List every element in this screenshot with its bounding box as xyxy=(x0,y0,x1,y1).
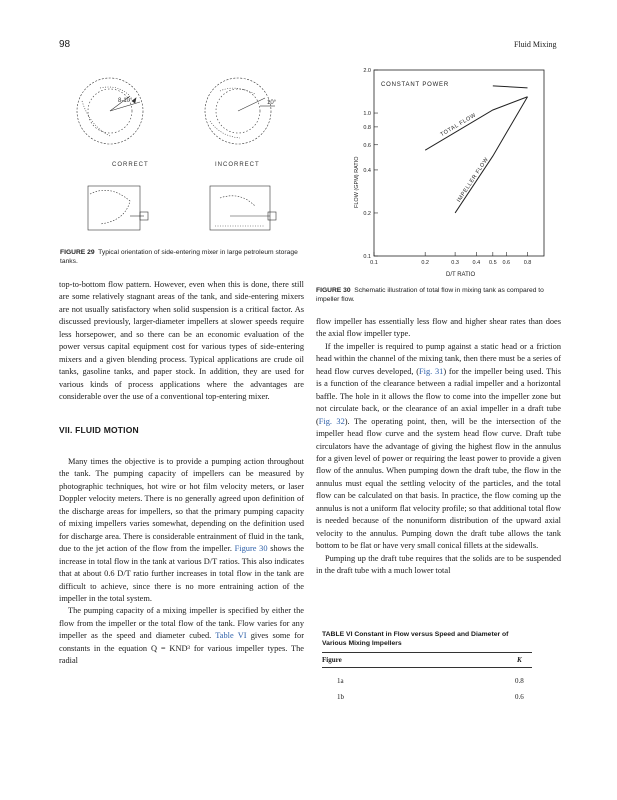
figure-29-drawing xyxy=(70,76,300,246)
annotation-constant-power: CONSTANT POWER xyxy=(381,82,449,88)
fig-31-link[interactable]: Fig. 31 xyxy=(419,366,444,376)
figure-30-caption-label: FIGURE 30 xyxy=(316,287,351,294)
table-cell-figure: 1b xyxy=(337,693,344,701)
x-tick-label: 0.4 xyxy=(472,260,481,266)
right-para-2-text-a: If the impeller is required to pump against a static head or a friction head within the channel of the mixing tank, then there must be a series of head flow curves developed, ( xyxy=(316,341,561,376)
right-para-2-text-b: ) for the impeller being used. This is a function of the clearance between a radial impeller and a horizontal baffle. The hole in it allows the flow to come into the impeller zone but not circulate back, or the clearance of an axial impeller in a draft tube ( xyxy=(316,366,561,426)
left-para-1: top-to-bottom flow pattern. However, even when this is done, there still are some relatively stagnant areas of the tank, and side-entering mixers are not usually satisfactory when solid suspension is a critical factor. As discussed previously, larger-diameter impellers at slower speeds require less horsepower, and so there can be an economic evaluation of the power versus capital equipment cost for various types of side-entering mixers and a given blending process. Typical applications are crude oil tanks, gasoline tanks, and paper stock. In addition, they are used for various kinds of process applications where the advantages are considerable over the use of a conventional top-entering mixer. xyxy=(59,280,304,402)
series-label-total-flow: TOTAL FLOW xyxy=(439,112,478,139)
table-cell-figure: 1a xyxy=(337,677,344,685)
section-heading: VII. FLUID MOTION xyxy=(59,424,139,435)
running-title: Fluid Mixing xyxy=(514,40,557,49)
y-tick-label: 0.6 xyxy=(363,142,371,149)
figure-30-caption xyxy=(316,286,561,304)
chart-series xyxy=(425,86,527,213)
right-para-3: Pumping up the draft tube requires that the solids are to be suspended in the draft tube with a much lower total xyxy=(316,553,561,576)
label-incorrect: INCORRECT xyxy=(215,162,260,168)
table-6-link[interactable]: Table VI xyxy=(215,631,247,641)
y-tick-label: 0.4 xyxy=(363,167,371,174)
left-column xyxy=(59,279,304,668)
right-para-2 xyxy=(316,341,561,553)
x-tick-label: 0.5 xyxy=(488,260,497,266)
table-row xyxy=(322,693,529,703)
right-para-1: flow impeller has essentially less flow and higher shear rates than does the axial flow impeller type. xyxy=(316,317,561,339)
table-rule-mid xyxy=(322,667,532,668)
left-para-2-text-b: shows the increase in total flow in the tank at various D/T ratios. This also indicates that at about 0.6 D/T ratio further increases in total flow in the tank are difficult to achieve, since there is no more entraining action of the impeller in the total system. xyxy=(59,544,304,603)
x-tick-label: 0.8 xyxy=(523,260,532,266)
y-tick-label: 1.0 xyxy=(363,111,371,118)
y-tick-label: 2.0 xyxy=(363,68,371,74)
x-tick-label: 0.3 xyxy=(451,260,459,266)
chart-axes xyxy=(374,70,544,256)
y-tick-label: 0.8 xyxy=(363,124,371,131)
table-cell-k: 0.6 xyxy=(515,693,524,701)
figure-29-caption-label: FIGURE 29 xyxy=(60,249,95,256)
table-cell-k: 0.8 xyxy=(515,677,524,685)
y-tick-label: 0.2 xyxy=(363,210,371,217)
figure-30-chart xyxy=(316,58,556,283)
table-header-figure: Figure xyxy=(322,656,342,664)
table-header-k: K xyxy=(517,656,522,664)
left-para-2-text-a: Many times the objective is to provide a pumping action throughout the tank. The pumping capacity of impellers can be measured by photographic techniques, hot wire or hot film velocity meters, or laser Doppler velocity meters. There is no generally agreed upon definition of the discharge areas for impellers, so that the primary pumping capacity of mixing impellers varies somewhat, depending on the definition used for discharge area. There is considerable entrainment of fluid in the tank, due to the jet action of the flow from the impeller. xyxy=(59,456,304,554)
table-header-row xyxy=(322,656,529,666)
x-tick-label: 0.6 xyxy=(502,260,511,266)
table-rule-top xyxy=(322,652,532,653)
table-6-body xyxy=(322,656,532,716)
left-para-3-text-a: The pumping capacity of a mixing impeller is specified by either the flow from the impeller or the total flow of the tank. Flow varies for any impeller as the speed and diameter cubed. xyxy=(59,606,304,641)
left-para-2 xyxy=(59,456,304,605)
fig-32-link[interactable]: Fig. 32 xyxy=(318,416,345,426)
table-6-title: TABLE VI Constant in Flow versus Speed and Diameter of Various Mixing Impellers xyxy=(322,631,509,647)
right-column xyxy=(316,316,561,578)
table-6 xyxy=(322,630,534,648)
x-tick-label: 0.1 xyxy=(370,260,378,266)
series-label-impeller-flow: IMPELLER FLOW xyxy=(456,156,491,204)
chart-ticks xyxy=(363,68,531,266)
page-number: 98 xyxy=(59,39,71,50)
figure-30-caption-text: Schematic illustration of total flow in mixing tank as compared to impeller flow. xyxy=(316,287,544,303)
plot-frame xyxy=(374,70,544,256)
x-tick-label: 0.2 xyxy=(421,260,430,266)
left-para-3-text-b: gives some for constants in the equation Q = KND³ for various impeller types. The radial xyxy=(59,631,305,666)
y-axis-label: FLOW (GPM) RATIO xyxy=(354,156,360,208)
table-row xyxy=(322,677,529,687)
y-tick-label: 0.1 xyxy=(363,254,371,260)
left-para-3 xyxy=(59,605,304,667)
figure-30-link[interactable]: Figure 30 xyxy=(234,544,268,554)
right-para-2-text-c: ). The operating point, then, will be the intersection of the impeller head flow curve and the system head flow curve. Draft tube circulators have the advantage of giving the highest flow in the annulus for a given level of power or requiring the least power to provide a given flow of the annulus. When pumping down the draft tube, the flow in the annulus must equal the settling velocity of the particles, and the total flow can be calculated on that basis. In practice, the flow coming up the annulus is not a uniform flat velocity profile; so that additional total flow is needed because of the nonuniform distribution of the upward axial velocity to the annulus. Pumping down the draft tube allows the tank bottom to be flat or have very small conical fillets at the sidewalls. xyxy=(316,416,561,551)
angle-label-left: 8-10° xyxy=(118,98,133,104)
x-axis-label: D/T RATIO xyxy=(446,272,476,278)
figure-29-caption xyxy=(60,248,305,266)
figure-29-caption-text: Typical orientation of side-entering mixer in large petroleum storage tanks. xyxy=(60,249,298,265)
label-correct: CORRECT xyxy=(112,162,149,168)
series-line-constant-power xyxy=(493,86,528,88)
angle-label-right: 10° xyxy=(267,100,277,106)
